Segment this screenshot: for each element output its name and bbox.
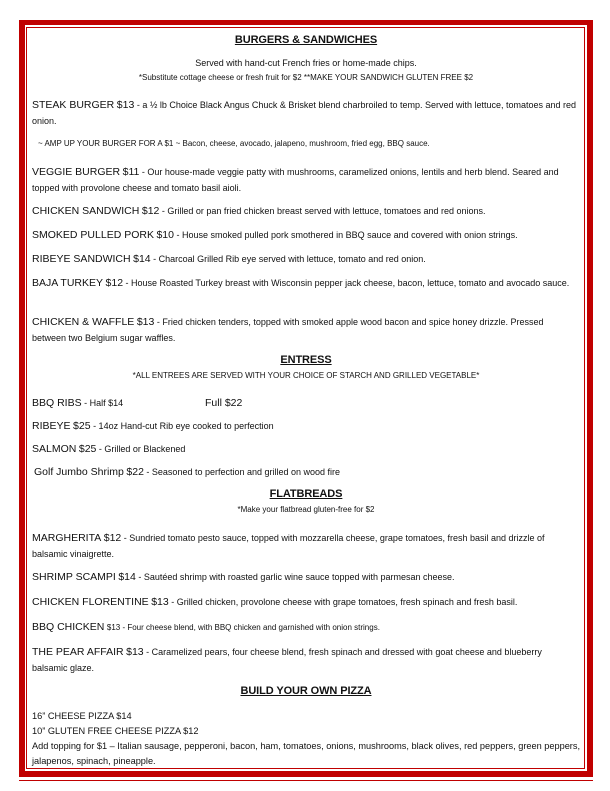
item-name: SMOKED PULLED PORK	[32, 229, 154, 241]
pizza-10-gluten-free: 10” GLUTEN FREE CHEESE PIZZA $12	[32, 726, 199, 736]
menu-item-smoked-pulled-pork	[32, 228, 577, 244]
item-name: SALMON	[32, 443, 77, 455]
item-price: $13	[151, 596, 169, 608]
item-name: RIBEYE	[32, 420, 71, 432]
menu-item-veggie-burger	[32, 165, 577, 196]
item-name: Golf Jumbo Shrimp	[34, 466, 124, 478]
burgers-note-substitute: *Substitute cottage cheese or fresh fruit for $2 **MAKE YOUR SANDWICH GLUTEN FREE $2	[138, 73, 474, 82]
item-desc: - Seasoned to perfection and grilled on wood fire	[143, 467, 341, 477]
item-price: $25	[78, 443, 97, 455]
menu-item-baja-turkey	[32, 276, 577, 292]
item-price: $13	[106, 623, 121, 632]
item-price: $25	[73, 420, 91, 432]
menu-item-salmon	[32, 442, 577, 458]
item-name: BAJA TURKEY	[32, 277, 103, 289]
item-name: CHICKEN SANDWICH	[32, 205, 140, 217]
item-name: BBQ CHICKEN	[32, 621, 105, 633]
entrees-note: *ALL ENTREES ARE SERVED WITH YOUR CHOICE OF STARCH AND GRILLED VEGETABLE*	[132, 371, 480, 380]
pizza-16-cheese: 16” CHEESE PIZZA $14	[32, 711, 132, 721]
menu-item-ribeye-sandwich	[32, 252, 577, 268]
menu-item-steak-burger	[32, 98, 577, 129]
section-title-pizza: BUILD YOUR OWN PIZZA	[240, 685, 372, 697]
item-desc: - Caramelized pears, four cheese blend, fresh spinach and dressed with goat cheese and blueberry balsamic glaze.	[32, 647, 542, 673]
item-desc: - Grilled or Blackened	[96, 444, 186, 454]
menu-item-chicken-florentine	[32, 595, 577, 611]
item-name: STEAK BURGER	[32, 99, 115, 111]
item-price: $12	[141, 205, 160, 217]
burgers-note-sides: Served with hand-cut French fries or home-made chips.	[195, 58, 417, 68]
item-name: CHICKEN & WAFFLE	[32, 316, 135, 328]
item-desc: - House smoked pulled pork smothered in BBQ sauce and covered with onion strings.	[174, 230, 518, 240]
item-price-half: - Half $14	[81, 398, 124, 408]
menu-item-bbq-chicken	[32, 620, 577, 636]
menu-item-shrimp-scampi	[32, 570, 577, 586]
item-desc: - Grilled chicken, provolone cheese with grape tomatoes, fresh spinach and fresh basil.	[168, 597, 518, 607]
item-price-full: Full $22	[205, 397, 243, 409]
item-name: VEGGIE BURGER	[32, 166, 121, 178]
section-title-burgers: BURGERS & SANDWICHES	[234, 34, 378, 46]
item-desc: - Charcoal Grilled Rib eye served with lettuce, tomato and red onion.	[150, 254, 426, 264]
item-name: CHICKEN FLORENTINE	[32, 596, 149, 608]
item-desc: - Four cheese blend, with BBQ chicken and garnished with onion strings.	[120, 623, 380, 632]
item-desc: - a ½ lb Choice Black Angus Chuck & Brisket blend charbroiled to temp. Served with lettuce, tomatoes and red onion.	[32, 100, 577, 126]
item-desc: - Sautéed shrimp with roasted garlic wine sauce topped with parmesan cheese.	[135, 572, 455, 582]
item-desc: - 14oz Hand-cut Rib eye cooked to perfection	[90, 421, 274, 431]
flatbreads-note: *Make your flatbread gluten-free for $2	[237, 505, 375, 514]
amp-up-note: ~ AMP UP YOUR BURGER FOR A $1 ~ Bacon, cheese, avocado, jalapeno, mushroom, fried egg, BBQ sauce.	[38, 139, 430, 148]
item-price: $12	[103, 532, 122, 544]
item-price: $12	[105, 277, 124, 289]
item-price: $13	[126, 646, 144, 658]
item-name: MARGHERITA	[32, 532, 102, 544]
item-price: $13	[136, 316, 155, 328]
item-name: THE PEAR AFFAIR	[32, 646, 124, 658]
item-price: $22	[126, 466, 144, 478]
menu-item-golf-jumbo-shrimp	[34, 465, 579, 481]
item-desc: - House Roasted Turkey breast with Wisconsin pepper jack cheese, bacon, lettuce, tomato and avocado sauce.	[123, 278, 570, 288]
pizza-toppings: Add topping for $1 – Italian sausage, pepperoni, bacon, ham, tomatoes, onions, mushrooms, black olives, red peppers, green peppers, jalapenos, spinach, pineapple.	[32, 741, 581, 766]
item-name: SHRIMP SCAMPI	[32, 571, 116, 583]
item-desc: - Fried chicken tenders, topped with smoked apple wood bacon and spice honey drizzle. Pressed between two Belgium sugar waffles.	[32, 317, 544, 343]
item-desc: - Our house-made veggie patty with mushrooms, caramelized onions, lentils and herb blend. Seared and topped with provolone cheese and tomato basil aioli.	[32, 167, 559, 193]
item-desc: - Sundried tomato pesto sauce, topped with mozzarella cheese, grape tomatoes, fresh basil and drizzle of balsamic vinaigrette.	[32, 533, 545, 559]
menu-item-bbq-ribs	[32, 396, 577, 412]
item-price: $14	[118, 571, 136, 583]
item-price: $10	[156, 229, 174, 241]
menu-item-chicken-sandwich	[32, 204, 577, 220]
item-price: $13	[116, 99, 135, 111]
menu-item-pear-affair	[32, 645, 577, 676]
section-title-entrees: ENTRESS	[280, 354, 332, 366]
section-title-flatbreads: FLATBREADS	[269, 488, 343, 500]
item-desc: - Grilled or pan fried chicken breast served with lettuce, tomatoes and red onions.	[159, 206, 486, 216]
menu-item-margherita	[32, 531, 577, 562]
menu-bottom-rule	[19, 780, 593, 781]
item-name: BBQ RIBS	[32, 397, 82, 409]
item-name: RIBEYE SANDWICH	[32, 253, 131, 265]
item-price: $14	[133, 253, 151, 265]
menu-item-ribeye	[32, 419, 577, 435]
item-price: $11	[122, 166, 140, 178]
menu-item-chicken-waffle	[32, 315, 577, 346]
